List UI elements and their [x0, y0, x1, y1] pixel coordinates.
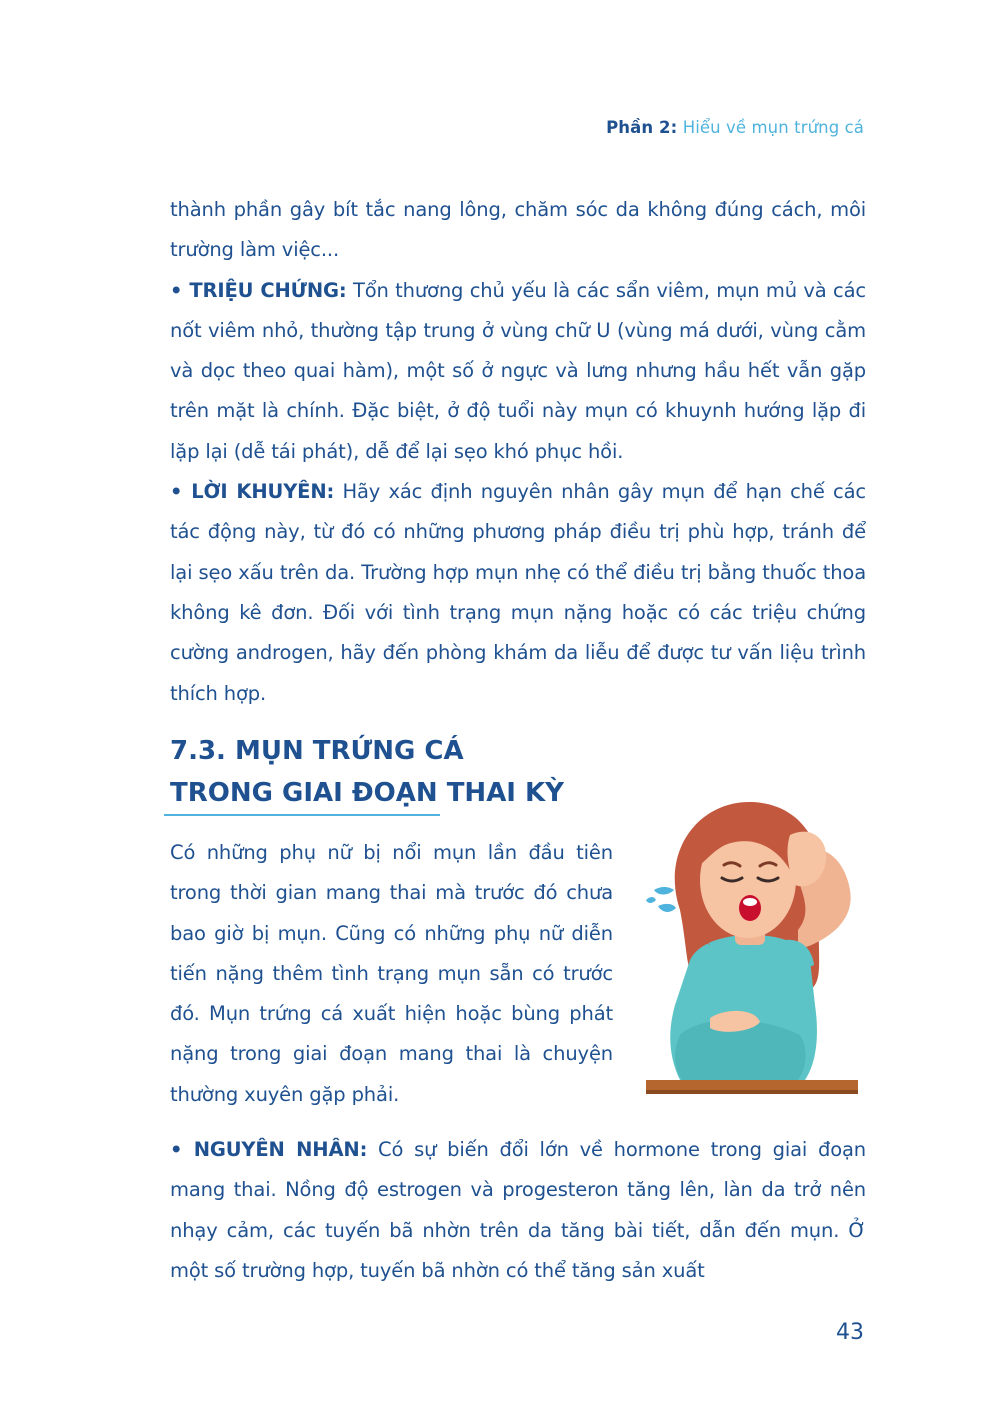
advice-label: • LỜI KHUYÊN: [170, 480, 335, 504]
symptoms-label: • TRIỆU CHỨNG: [170, 278, 347, 302]
pregnant-woman-headache-illustration [640, 790, 860, 1100]
section-intro [170, 833, 613, 1115]
sweat-drop-icon [654, 887, 674, 895]
sweat-drop-icon [646, 897, 656, 903]
section-title-line-2: TRONG GIAI ĐOẠN THAI KỲ [170, 778, 565, 808]
symptoms-paragraph [170, 271, 866, 472]
advice-paragraph [170, 472, 866, 714]
section-title-line-1: 7.3. MỤN TRỨNG CÁ [170, 736, 464, 766]
section-title [170, 730, 564, 814]
cause-text: Có sự biến đổi lớn về hormone trong giai đoạn mang thai. Nồng độ estrogen và progesteron tăng lên, làn da trở nên nhạy cảm, các tuyến bã nhờn trên da tăng bài tiết, dẫn đến mụn. Ở một số trường hợp, tuyến bã nhờn có thể tăng sản xuất [170, 1138, 866, 1282]
cause-paragraph [170, 1130, 866, 1291]
symptoms-text: Tổn thương chủ yếu là các sẩn viêm, mụn mủ và các nốt viêm nhỏ, thường tập trung ở vùng chữ U (vùng má dưới, vùng cằm và dọc theo quai hàm), một số ở ngực và lưng nhưng hầu hết vẫn gặp trên mặt là chính. Đặc biệt, ở độ tuổi này mụn có khuynh hướng lặp đi lặp lại (dễ tái phát), dễ để lại sẹo khó phục hồi. [170, 278, 866, 463]
sweat-drop-icon [658, 904, 676, 912]
cause-label: • NGUYÊN NHÂN: [170, 1138, 368, 1161]
page-number: 43 [836, 1320, 864, 1345]
continuation-paragraph: thành phần gây bít tắc nang lông, chăm sóc da không đúng cách, môi trường làm việc... [170, 198, 866, 262]
intro-paragraph: Có những phụ nữ bị nổi mụn lần đầu tiên trong thời gian mang thai mà trước đó chưa bao giờ bị mụn. Cũng có những phụ nữ diễn tiến nặng thêm tình trạng mụn sẵn có trước đó. Mụn trứng cá xuất hiện hoặc bùng phát nặng trong giai đoạn mang thai là chuyện thường xuyên gặp phải. [170, 841, 613, 1106]
header-part-title: Hiểu về mụn trứng cá [682, 118, 864, 137]
section-title-underline [164, 814, 440, 816]
header-part-label: Phần 2: [606, 118, 678, 137]
advice-text: Hãy xác định nguyên nhân gây mụn để hạn chế các tác động này, từ đó có những phương pháp điều trị phù hợp, tránh để lại sẹo xấu trên da. Trường hợp mụn nhẹ có thể điều trị bằng thuốc thoa không kê đơn. Đối với tình trạng mụn nặng hoặc có các triệu chứng cường androgen, hãy đến phòng khám da liễu để được tư vấn liệu trình thích hợp. [170, 480, 866, 705]
body-block-2 [170, 1130, 866, 1291]
body-block-1 [170, 190, 866, 714]
running-header [606, 118, 864, 137]
